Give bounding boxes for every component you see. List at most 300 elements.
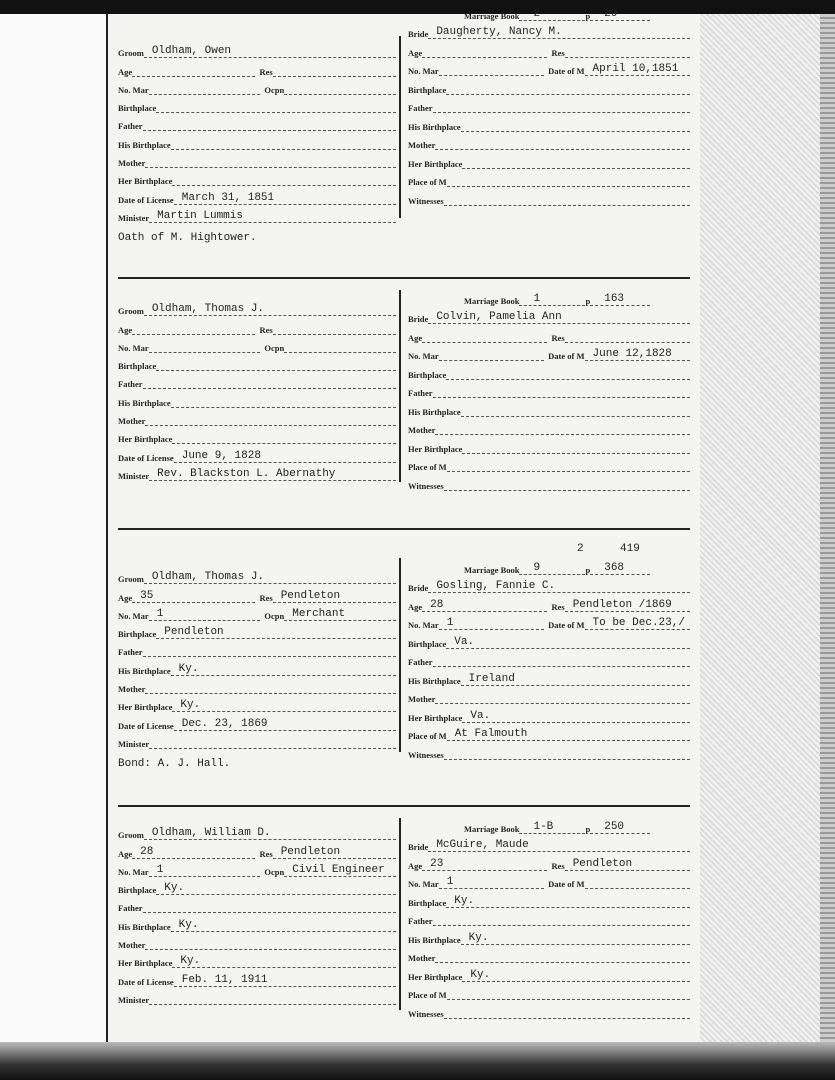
father-field — [118, 371, 396, 389]
groom-field — [118, 298, 396, 316]
bride-nomar-date-field-value2: April 10,1851 — [585, 64, 690, 76]
her-birthplace-field-label: Her Birthplace — [118, 958, 173, 969]
age-res-field-value2 — [273, 323, 396, 335]
record-note: Bond: A. J. Hall. — [118, 758, 231, 770]
bride-his-birthplace-field — [408, 398, 690, 417]
father-field-value — [143, 119, 396, 131]
bride-witnesses-field-value — [444, 1007, 690, 1019]
bride-witnesses-field-value — [444, 479, 690, 491]
date-of-license-field — [118, 968, 396, 986]
bride-father-field-value — [433, 914, 690, 926]
bride-her-birthplace-field-label: Her Birthplace — [408, 712, 463, 723]
bride-birthplace-field — [408, 889, 690, 908]
bride-witnesses-field — [408, 187, 690, 206]
marriage-book-field — [408, 2, 690, 21]
column-divider — [399, 36, 401, 218]
bride-father-field-value — [433, 655, 690, 667]
bride-mother-field-label: Mother — [408, 425, 436, 435]
bride-her-birthplace-field — [408, 435, 690, 454]
his-birthplace-field — [118, 389, 396, 407]
bride-birthplace-field-value: Va. — [446, 637, 690, 649]
bride-father-field — [408, 908, 690, 927]
groom-field — [118, 822, 396, 840]
date-of-license-field — [118, 444, 396, 462]
birthplace-field-label: Birthplace — [118, 629, 157, 640]
bride-mother-field-value — [435, 423, 690, 435]
minister-field-label: Minister — [118, 470, 150, 481]
bride-field-value: McGuire, Maude — [428, 840, 690, 852]
bride-age-res-field-value — [422, 331, 547, 343]
bride-age-res-field — [408, 39, 690, 58]
bride-father-field-label: Father — [408, 103, 433, 113]
bride-nomar-date-field-value — [439, 349, 544, 361]
nomar-ocpn-field-label: No. Mar — [118, 610, 149, 621]
bride-age-res-field — [408, 593, 690, 612]
bride-birthplace-field-label: Birthplace — [408, 897, 447, 908]
his-birthplace-field-label: His Birthplace — [118, 397, 171, 408]
age-res-field — [118, 840, 396, 858]
nomar-ocpn-field-value2 — [284, 341, 396, 353]
bride-age-res-field-value: 23 — [422, 859, 547, 871]
page-value: 163 — [590, 294, 650, 306]
birthplace-field-value — [156, 359, 396, 371]
bride-mother-field-label: Mother — [408, 694, 436, 704]
bride-place-of-m-field — [408, 982, 690, 1001]
groom-field-value: Oldham, Thomas J. — [144, 304, 396, 316]
bride-witnesses-field — [408, 472, 690, 491]
nomar-ocpn-field-value — [149, 83, 261, 95]
age-res-field-value: 28 — [132, 847, 255, 859]
mother-field-value — [145, 938, 396, 950]
age-res-field-value2: Pendleton — [273, 591, 396, 603]
bride-field-label: Bride — [408, 842, 429, 852]
marriage-book-field — [408, 556, 690, 575]
birthplace-field-label: Birthplace — [118, 361, 157, 372]
bride-nomar-date-field-value: 1 — [439, 877, 544, 889]
bride-mother-field — [408, 945, 690, 964]
bride-field — [408, 21, 690, 40]
his-birthplace-field-label: His Birthplace — [118, 665, 171, 676]
marriage-book-value: 1 — [519, 294, 585, 306]
age-res-field-label: Age — [118, 324, 133, 335]
bride-field-label: Bride — [408, 29, 429, 39]
bride-mother-field — [408, 686, 690, 705]
bride-age-res-field-label: Age — [408, 860, 423, 871]
bride-age-res-field-label2: Res — [551, 601, 565, 612]
record-separator — [118, 805, 690, 807]
bride-mother-field — [408, 417, 690, 436]
page-value: 250 — [590, 822, 650, 834]
father-field-label: Father — [118, 379, 143, 390]
age-res-field-value2 — [273, 65, 396, 77]
minister-field-value: Martin Lummis — [149, 211, 396, 223]
groom-field — [118, 566, 396, 584]
nomar-ocpn-field-label2: Ocpn — [264, 610, 285, 621]
nomar-ocpn-field — [118, 335, 396, 353]
bride-age-res-field-label2: Res — [551, 332, 565, 343]
scan-right-edge — [820, 14, 835, 1044]
birthplace-field-value: Pendleton — [156, 627, 396, 639]
birthplace-field-value: Ky. — [156, 883, 396, 895]
bride-nomar-date-field-value2 — [585, 877, 690, 889]
marriage-book-label: Marriage Book — [464, 564, 520, 575]
mother-field-value — [145, 156, 396, 168]
his-birthplace-field-label: His Birthplace — [118, 139, 171, 150]
marriage-book-value: 9 — [519, 563, 585, 575]
bride-birthplace-field — [408, 630, 690, 649]
her-birthplace-field-label: Her Birthplace — [118, 434, 173, 445]
date-of-license-field-label: Date of License — [118, 452, 174, 463]
mother-field-label: Mother — [118, 416, 146, 427]
birthplace-field — [118, 353, 396, 371]
nomar-ocpn-field-value2: Civil Engineer — [284, 865, 396, 877]
bride-age-res-field-label: Age — [408, 47, 423, 58]
bride-place-of-m-field-label: Place of M — [408, 462, 447, 472]
his-birthplace-field — [118, 913, 396, 931]
bride-her-birthplace-field-label: Her Birthplace — [408, 443, 463, 454]
date-of-license-field-value: Feb. 11, 1911 — [174, 975, 396, 987]
bride-father-field-label: Father — [408, 388, 433, 398]
bride-field — [408, 306, 690, 325]
bride-witnesses-field-label: Witnesses — [408, 195, 444, 206]
bride-her-birthplace-field-value — [462, 157, 690, 169]
marriage-book-label: Marriage Book — [464, 10, 520, 21]
bride-field — [408, 575, 690, 594]
right-margin — [700, 14, 835, 1044]
bride-field-value: Gosling, Fannie C. — [428, 581, 690, 593]
bride-his-birthplace-field-value: Ireland — [461, 674, 690, 686]
marriage-book-label: Marriage Book — [464, 823, 520, 834]
page-extra-number: 419 — [620, 543, 640, 555]
groom-field-label: Groom — [118, 830, 144, 841]
bride-witnesses-field — [408, 1000, 690, 1019]
bride-nomar-date-field-label: No. Mar — [408, 620, 439, 630]
bride-birthplace-field — [408, 76, 690, 95]
birthplace-field-label: Birthplace — [118, 885, 157, 896]
minister-field-value: Rev. Blackston L. Abernathy — [149, 469, 396, 481]
page-label: p — [585, 823, 591, 834]
bride-age-res-field-value: 28 — [422, 600, 547, 612]
date-of-license-field-value: March 31, 1851 — [174, 193, 396, 205]
bride-his-birthplace-field — [408, 113, 690, 132]
nomar-ocpn-field-value: 1 — [149, 865, 261, 877]
bride-place-of-m-field-label: Place of M — [408, 731, 447, 741]
bride-age-res-field-value — [422, 46, 547, 58]
mother-field-label: Mother — [118, 158, 146, 169]
nomar-ocpn-field-value2 — [284, 83, 396, 95]
her-birthplace-field — [118, 168, 396, 186]
bride-birthplace-field-label: Birthplace — [408, 369, 447, 380]
bride-nomar-date-field-label2: Date of M — [548, 620, 585, 630]
groom-field-label: Groom — [118, 574, 144, 585]
age-res-field-label2: Res — [259, 592, 273, 603]
date-of-license-field-label: Date of License — [118, 720, 174, 731]
bride-place-of-m-field — [408, 723, 690, 742]
bride-nomar-date-field-label: No. Mar — [408, 351, 439, 361]
bride-nomar-date-field-value2: June 12,1828 — [585, 349, 690, 361]
bride-witnesses-field-value — [444, 194, 690, 206]
her-birthplace-field-value — [172, 432, 396, 444]
bride-witnesses-field-label: Witnesses — [408, 749, 444, 760]
bride-birthplace-field-label: Birthplace — [408, 84, 447, 95]
age-res-field-label: Age — [118, 848, 133, 859]
nomar-ocpn-field-label2: Ocpn — [264, 866, 285, 877]
record-note: Oath of M. Hightower. — [118, 232, 257, 244]
bride-his-birthplace-field — [408, 926, 690, 945]
bride-nomar-date-field-value2: To be Dec.23,/ — [585, 618, 690, 630]
minister-field-label: Minister — [118, 994, 150, 1005]
bride-place-of-m-field-value — [447, 460, 690, 472]
age-res-field-value: 35 — [132, 591, 255, 603]
date-of-license-field-label: Date of License — [118, 976, 174, 987]
age-res-field — [118, 316, 396, 334]
left-margin-line — [106, 14, 108, 1044]
age-res-field-label2: Res — [259, 324, 273, 335]
bride-father-field — [408, 649, 690, 668]
bride-nomar-date-field-label: No. Mar — [408, 66, 439, 76]
bride-witnesses-field — [408, 741, 690, 760]
bride-column — [408, 2, 690, 206]
record-separator — [118, 528, 690, 530]
nomar-ocpn-field-label: No. Mar — [118, 342, 149, 353]
page-value: 29 — [590, 9, 650, 21]
record-separator — [118, 277, 690, 279]
bride-his-birthplace-field-value — [461, 405, 690, 417]
bride-his-birthplace-field-label: His Birthplace — [408, 934, 461, 945]
birthplace-field — [118, 621, 396, 639]
minister-field — [118, 731, 396, 749]
groom-column — [118, 40, 396, 223]
page-label: p — [585, 564, 591, 575]
column-divider — [399, 818, 401, 1010]
her-birthplace-field-label: Her Birthplace — [118, 702, 173, 713]
age-res-field-label2: Res — [259, 66, 273, 77]
minister-field-value — [149, 737, 396, 749]
bride-witnesses-field-label: Witnesses — [408, 1008, 444, 1019]
bride-her-birthplace-field-value: Va. — [462, 711, 690, 723]
page-value: 368 — [590, 563, 650, 575]
bride-place-of-m-field-label: Place of M — [408, 990, 447, 1000]
father-field-label: Father — [118, 647, 143, 658]
minister-field-label: Minister — [118, 212, 150, 223]
bride-place-of-m-field-value: At Falmouth — [447, 729, 690, 741]
his-birthplace-field-value — [171, 138, 396, 150]
bride-column — [408, 556, 690, 760]
bride-mother-field-label: Mother — [408, 953, 436, 963]
his-birthplace-field-value: Ky. — [171, 920, 396, 932]
his-birthplace-field-value: Ky. — [171, 664, 396, 676]
age-res-field — [118, 584, 396, 602]
his-birthplace-field — [118, 131, 396, 149]
bride-field-value: Daugherty, Nancy M. — [428, 27, 690, 39]
bride-age-res-field-value2 — [565, 331, 690, 343]
minister-field-value — [149, 993, 396, 1005]
nomar-ocpn-field-label2: Ocpn — [264, 84, 285, 95]
nomar-ocpn-field-label: No. Mar — [118, 866, 149, 877]
bride-nomar-date-field-label: No. Mar — [408, 879, 439, 889]
bride-age-res-field-label2: Res — [551, 47, 565, 58]
bride-her-birthplace-field — [408, 704, 690, 723]
nomar-ocpn-field — [118, 603, 396, 621]
mother-field — [118, 150, 396, 168]
bride-birthplace-field-label: Birthplace — [408, 638, 447, 649]
date-of-license-field-value: Dec. 23, 1869 — [174, 719, 396, 731]
date-of-license-field — [118, 712, 396, 730]
bride-place-of-m-field-value — [447, 175, 690, 187]
date-of-license-field-value: June 9, 1828 — [174, 451, 396, 463]
her-birthplace-field-value: Ky. — [172, 700, 396, 712]
bride-age-res-field-label: Age — [408, 601, 423, 612]
nomar-ocpn-field — [118, 77, 396, 95]
bride-mother-field — [408, 132, 690, 151]
groom-field-label: Groom — [118, 48, 144, 59]
father-field-value — [143, 645, 396, 657]
bride-his-birthplace-field-label: His Birthplace — [408, 406, 461, 417]
book-extra-number: 2 — [577, 543, 584, 555]
bride-her-birthplace-field-label: Her Birthplace — [408, 158, 463, 169]
bride-nomar-date-field-value: 1 — [439, 618, 544, 630]
groom-field-value: Oldham, Thomas J. — [144, 572, 396, 584]
bride-age-res-field-value2: Pendleton /1869 — [565, 600, 690, 612]
bride-his-birthplace-field-label: His Birthplace — [408, 675, 461, 686]
date-of-license-field-label: Date of License — [118, 194, 174, 205]
father-field-label: Father — [118, 903, 143, 914]
bride-place-of-m-field-label: Place of M — [408, 177, 447, 187]
bride-mother-field-label: Mother — [408, 140, 436, 150]
her-birthplace-field — [118, 426, 396, 444]
page-label: p — [585, 295, 591, 306]
his-birthplace-field-label: His Birthplace — [118, 921, 171, 932]
marriage-book-value: 2 — [519, 9, 585, 21]
bride-his-birthplace-field-value — [461, 120, 690, 132]
minister-field — [118, 987, 396, 1005]
mother-field — [118, 408, 396, 426]
age-res-field-label: Age — [118, 592, 133, 603]
bride-nomar-date-field — [408, 343, 690, 362]
bride-mother-field-value — [435, 138, 690, 150]
bride-father-field-label: Father — [408, 916, 433, 926]
bride-age-res-field-value2: Pendleton — [565, 859, 690, 871]
bride-her-birthplace-field — [408, 150, 690, 169]
marriage-book-value: 1-B — [519, 822, 585, 834]
mother-field-label: Mother — [118, 940, 146, 951]
nomar-ocpn-field-label2: Ocpn — [264, 342, 285, 353]
birthplace-field — [118, 95, 396, 113]
minister-field-label: Minister — [118, 738, 150, 749]
her-birthplace-field-value — [172, 174, 396, 186]
father-field — [118, 639, 396, 657]
bride-age-res-field — [408, 324, 690, 343]
marriage-book-field — [408, 287, 690, 306]
mother-field-value — [145, 682, 396, 694]
father-field — [118, 113, 396, 131]
bride-her-birthplace-field-label: Her Birthplace — [408, 971, 463, 982]
her-birthplace-field — [118, 694, 396, 712]
age-res-field — [118, 58, 396, 76]
bride-nomar-date-field-label2: Date of M — [548, 879, 585, 889]
bride-her-birthplace-field-value: Ky. — [462, 970, 690, 982]
bride-birthplace-field-value: Ky. — [446, 896, 690, 908]
bride-father-field — [408, 95, 690, 114]
her-birthplace-field-label: Her Birthplace — [118, 176, 173, 187]
left-margin — [0, 14, 106, 1044]
nomar-ocpn-field-value: 1 — [149, 609, 261, 621]
bride-nomar-date-field — [408, 612, 690, 631]
bride-nomar-date-field — [408, 871, 690, 890]
her-birthplace-field-value: Ky. — [172, 956, 396, 968]
bride-field-label: Bride — [408, 583, 429, 593]
minister-field — [118, 463, 396, 481]
age-res-field-value2: Pendleton — [273, 847, 396, 859]
bride-mother-field-value — [435, 951, 690, 963]
bride-mother-field-value — [435, 692, 690, 704]
mother-field — [118, 676, 396, 694]
groom-column — [118, 566, 396, 749]
father-field-value — [143, 901, 396, 913]
mother-field-value — [145, 414, 396, 426]
bride-place-of-m-field — [408, 454, 690, 473]
bride-age-res-field-value2 — [565, 46, 690, 58]
date-of-license-field — [118, 186, 396, 204]
mother-field-label: Mother — [118, 684, 146, 695]
bride-age-res-field — [408, 852, 690, 871]
age-res-field-value — [132, 323, 255, 335]
groom-field — [118, 40, 396, 58]
bride-her-birthplace-field-value — [462, 442, 690, 454]
mother-field — [118, 932, 396, 950]
birthplace-field-value — [156, 101, 396, 113]
groom-field-value: Oldham, Owen — [144, 46, 396, 58]
column-divider — [399, 558, 401, 752]
bride-place-of-m-field — [408, 169, 690, 188]
bride-field-label: Bride — [408, 314, 429, 324]
bride-his-birthplace-field-label: His Birthplace — [408, 121, 461, 132]
bride-father-field-value — [433, 101, 690, 113]
bride-field — [408, 834, 690, 853]
groom-column — [118, 822, 396, 1005]
age-res-field-value — [132, 65, 255, 77]
his-birthplace-field-value — [171, 396, 396, 408]
bride-his-birthplace-field — [408, 667, 690, 686]
bride-witnesses-field-value — [444, 748, 690, 760]
nomar-ocpn-field-label: No. Mar — [118, 84, 149, 95]
bride-age-res-field-label2: Res — [551, 860, 565, 871]
bride-father-field — [408, 380, 690, 399]
bride-her-birthplace-field — [408, 963, 690, 982]
father-field-value — [143, 377, 396, 389]
bride-father-field-label: Father — [408, 657, 433, 667]
birthplace-field — [118, 877, 396, 895]
bride-place-of-m-field-value — [447, 988, 690, 1000]
nomar-ocpn-field-value2: Merchant — [284, 609, 396, 621]
bride-witnesses-field-label: Witnesses — [408, 480, 444, 491]
groom-column — [118, 298, 396, 481]
birthplace-field-label: Birthplace — [118, 103, 157, 114]
bride-column — [408, 815, 690, 1019]
bride-age-res-field-label: Age — [408, 332, 423, 343]
scan-bottom-border — [0, 1042, 835, 1080]
bride-his-birthplace-field-value: Ky. — [461, 933, 690, 945]
father-field — [118, 895, 396, 913]
groom-field-value: Oldham, William D. — [144, 828, 396, 840]
bride-nomar-date-field-value — [439, 64, 544, 76]
nomar-ocpn-field — [118, 859, 396, 877]
marriage-book-label: Marriage Book — [464, 295, 520, 306]
bride-nomar-date-field-label2: Date of M — [548, 351, 585, 361]
age-res-field-label2: Res — [259, 848, 273, 859]
nomar-ocpn-field-value — [149, 341, 261, 353]
her-birthplace-field — [118, 950, 396, 968]
